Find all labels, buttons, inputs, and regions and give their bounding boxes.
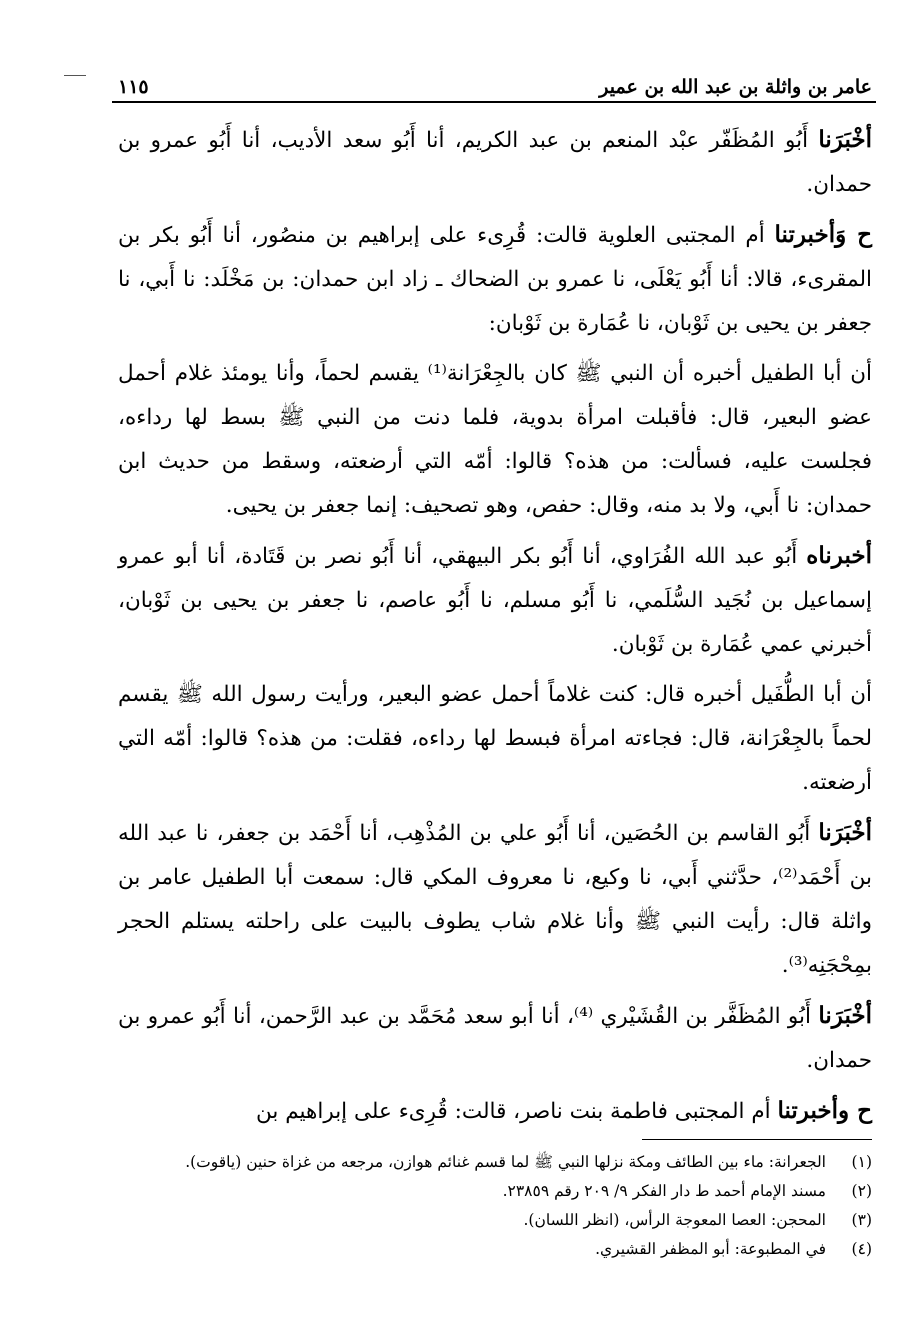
footnote-text: في المطبوعة: أبو المظفر القشيري. — [595, 1240, 826, 1258]
main-text — [118, 118, 872, 1140]
paragraph-text: أم المجتبى العلوية قالت: قُرِىء على إبراهيم بن منصُور، أنا أَبُو بكر بن المقرىء، قالا: أنا أَبُو يَعْلَى، نا عمرو بن الضحاك ـ زاد ابن حمدان: بن مَخْلَد: نا أَبي، نا جعفر بن يحيى بن ثَوْبان، نا عُمَارة بن ثَوْبان: — [118, 223, 872, 336]
paragraph-text: أن أبا الطفيل أخبره أن النبي ﷺ كان بالجِعْرَانة⁽¹⁾ يقسم لحماً، وأنا يومئذ غلام أحمل عضو البعير، قال: فأقبلت امرأة بدوية، فلما دنت من النبي ﷺ بسط لها رداءه، فجلست عليه، فسألت: من هذه؟ قالوا: أمّه التي أرضعته، وسقط من حديث ابن حمدان: نا أَبي، ولا بد منه، وقال: حفص، وهو تصحيف: إنما جعفر بن يحيى. — [118, 361, 872, 518]
footnote-text: المحجن: العصا المعوجة الرأس، (انظر اللسان). — [523, 1211, 826, 1229]
paragraph — [118, 673, 872, 805]
footnotes — [118, 1148, 872, 1264]
footnote — [118, 1235, 872, 1264]
header-title: عامر بن واثلة بن عبد الله بن عمير — [599, 76, 872, 98]
paragraph-text: أَبُو المُظَفّر عبْد المنعم بن عبد الكريم، أنا أَبُو سعد الأديب، أنا أَبُو عمرو بن حمدان. — [118, 128, 872, 197]
page-number: ١١٥ — [118, 76, 149, 98]
footnote-number: (٤) — [851, 1240, 872, 1258]
paragraph — [118, 534, 872, 667]
footnote-text: مسند الإمام أحمد ط دار الفكر ٩/ ٢٠٩ رقم ٢٣٨٥٩. — [502, 1182, 826, 1200]
paragraph — [118, 118, 872, 207]
footnote-text: الجعرانة: ماء بين الطائف ومكة نزلها النبي ﷺ لما قسم غنائم هوازن، مرجعه من غزاة حنين (ياقوت). — [185, 1153, 826, 1171]
footnote-number: (١) — [851, 1153, 872, 1171]
footnote-number: (٢) — [851, 1182, 872, 1200]
paragraph-text: أن أبا الطُّفَيل أخبره قال: كنت غلاماً أحمل عضو البعير، ورأيت رسول الله ﷺ يقسم لحماً بالجِعْرَانة، قال: فجاءته امرأة فبسط لها رداءه، فقلت: من هذه؟ قالوا: أمّه التي أرضعته. — [118, 682, 872, 795]
paragraph — [118, 811, 872, 988]
paragraph-lead: ح وأخبرتنا — [777, 1097, 872, 1124]
footnote-number: (٣) — [851, 1211, 872, 1229]
header-rule — [112, 101, 876, 103]
footnote-rule — [642, 1139, 872, 1140]
paragraph — [118, 213, 872, 346]
paragraph-text: أَبُو عبد الله الفُرَاوي، أنا أَبُو بكر البيهقي، أنا أَبُو نصر بن قَتَادة، أنا أبو عمرو إسماعيل بن نُجَيد السُّلَمي، نا أَبُو مسلم، نا أَبُو عاصم، نا جعفر بن يحيى بن ثَوْبان، أخبرني عمي عُمَارة بن ثَوْبان. — [118, 544, 872, 657]
paragraph-lead: أخبرناه — [806, 542, 872, 569]
footnote — [118, 1177, 872, 1206]
paragraph — [118, 994, 872, 1083]
paragraph-lead: أخْبَرَنا — [818, 1002, 872, 1029]
paragraph-text: أَبُو المُظَفَّر بن القُشَيْري ⁽⁴⁾، أنا أبو سعد مُحَمَّد بن عبد الرَّحمن، أنا أَبُو عمرو بن حمدان. — [118, 1004, 872, 1073]
paragraph — [118, 352, 872, 528]
footnote — [118, 1148, 872, 1177]
paragraph-lead: أخْبَرَنا — [818, 126, 872, 153]
paragraph — [118, 1089, 872, 1134]
paragraph-text: أَبُو القاسم بن الحُصَين، أنا أَبُو علي بن المُذْهِب، أنا أَحْمَد بن جعفر، نا عبد الله بن أَحْمَد⁽²⁾، حدَّثني أَبي، نا وكيع، نا معروف المكي قال: سمعت أبا الطفيل عامر بن واثلة قال: رأيت النبي ﷺ وأنا غلام شاب يطوف بالبيت على راحلته يستلم الحجر بمِحْجَنِه⁽³⁾. — [118, 821, 872, 978]
margin-mark — [64, 75, 86, 76]
running-header — [118, 64, 872, 98]
paragraph-text: أم المجتبى فاطمة بنت ناصر، قالت: قُرِىء على إبراهيم بن — [256, 1099, 778, 1124]
paragraph-lead: أخْبَرَنا — [818, 819, 872, 846]
footnote — [118, 1206, 872, 1235]
paragraph-lead: ح وَأخبرتنا — [774, 221, 872, 248]
